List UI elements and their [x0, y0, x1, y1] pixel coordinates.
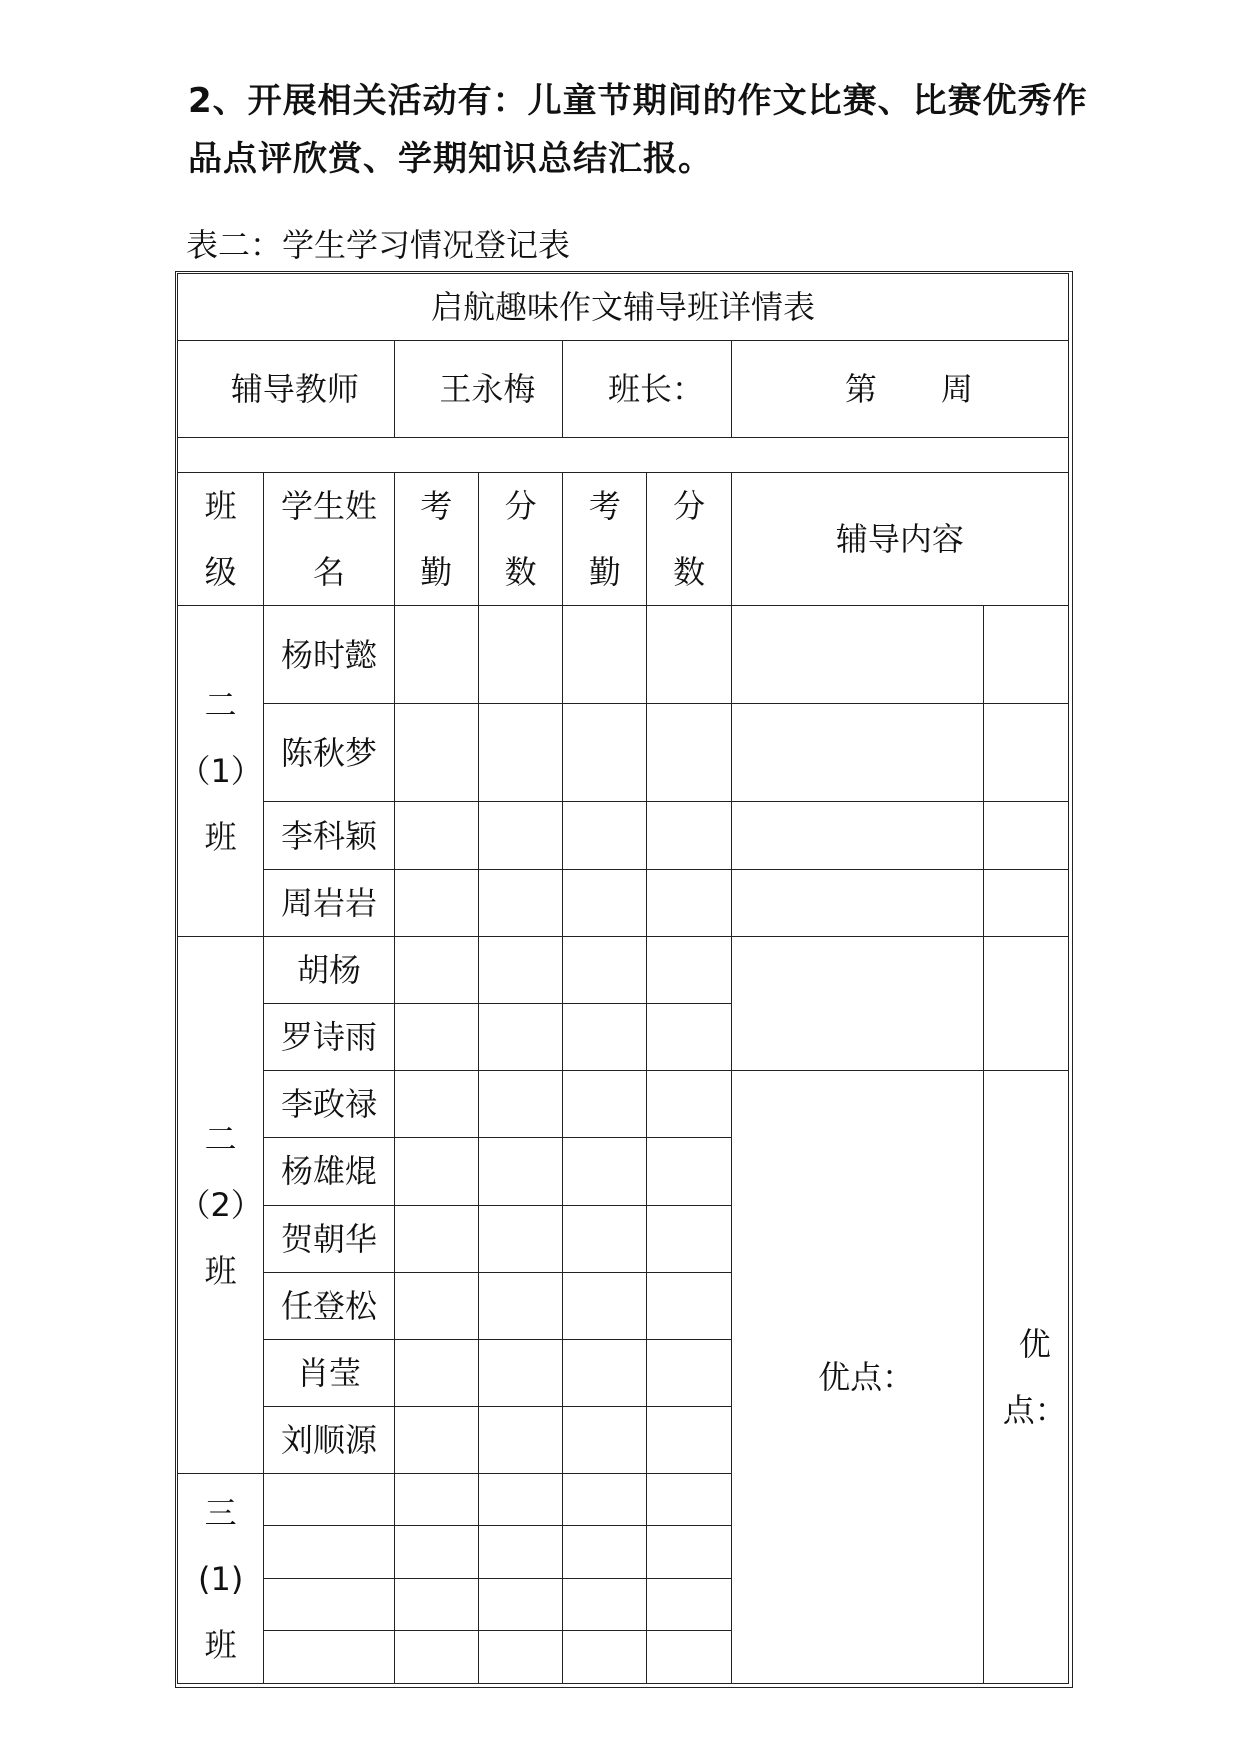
content-cell-left — [731, 869, 983, 936]
score-cell — [647, 1526, 731, 1578]
content-cell-left — [731, 605, 983, 703]
student-name: 胡杨 — [264, 936, 394, 1003]
merit-cell-right: 优点： — [983, 1071, 1068, 1684]
attendance-cell — [563, 936, 647, 1003]
content-cell-right — [983, 936, 1068, 1070]
attendance-cell — [394, 1004, 478, 1071]
score-cell — [647, 1630, 731, 1683]
score-cell — [647, 1578, 731, 1630]
attendance-cell — [394, 1630, 478, 1683]
attendance-cell — [563, 1205, 647, 1272]
content-cell-left — [731, 802, 983, 869]
student-name — [264, 1474, 394, 1526]
content-cell-left — [731, 936, 983, 1070]
score-cell — [478, 605, 562, 703]
intro-line-2: 品点评欣赏、学期知识总结汇报。 — [188, 139, 713, 179]
attendance-cell — [563, 704, 647, 802]
student-name: 任登松 — [264, 1272, 394, 1339]
student-name: 刘顺源 — [264, 1407, 394, 1474]
attendance-cell — [563, 1071, 647, 1138]
teacher-name: 王永梅 — [394, 341, 563, 438]
attendance-cell — [394, 1526, 478, 1578]
attendance-cell — [394, 1272, 478, 1339]
attendance-cell — [394, 869, 478, 936]
attendance-cell — [563, 1630, 647, 1683]
attendance-cell — [394, 936, 478, 1003]
attendance-cell — [563, 1407, 647, 1474]
score-cell — [647, 1407, 731, 1474]
student-register-table — [177, 273, 1069, 1684]
teacher-label: 辅导教师 — [178, 341, 395, 438]
score-cell — [478, 1205, 562, 1272]
student-name: 杨时懿 — [264, 605, 394, 703]
header-class: 班 级 — [178, 472, 264, 605]
student-name: 周岩岩 — [264, 869, 394, 936]
header-score-1: 分 数 — [478, 472, 562, 605]
content-cell-right — [983, 802, 1068, 869]
score-cell — [647, 869, 731, 936]
score-cell — [647, 1339, 731, 1406]
score-cell — [478, 1071, 562, 1138]
class-cell-3-1: 三 (1) 班 — [178, 1474, 264, 1684]
header-attendance-2: 考 勤 — [563, 472, 647, 605]
attendance-cell — [394, 605, 478, 703]
attendance-cell — [394, 1138, 478, 1205]
spacer-row — [178, 438, 1069, 472]
score-cell — [647, 1004, 731, 1071]
attendance-cell — [563, 605, 647, 703]
score-cell — [478, 1474, 562, 1526]
header-content: 辅导内容 — [731, 472, 1068, 605]
content-cell-right — [983, 605, 1068, 703]
score-cell — [647, 802, 731, 869]
student-name: 贺朝华 — [264, 1205, 394, 1272]
attendance-cell — [394, 1474, 478, 1526]
score-cell — [478, 1407, 562, 1474]
score-cell — [647, 704, 731, 802]
score-cell — [478, 1004, 562, 1071]
attendance-cell — [394, 802, 478, 869]
attendance-cell — [394, 704, 478, 802]
score-cell — [647, 1205, 731, 1272]
attendance-cell — [563, 1138, 647, 1205]
attendance-cell — [563, 869, 647, 936]
score-cell — [478, 1578, 562, 1630]
monitor-label: 班长： — [563, 341, 732, 438]
week-label: 第 周 — [731, 341, 1068, 438]
score-cell — [478, 1138, 562, 1205]
content-cell-left — [731, 704, 983, 802]
score-cell — [647, 936, 731, 1003]
score-cell — [478, 704, 562, 802]
score-cell — [478, 802, 562, 869]
attendance-cell — [394, 1205, 478, 1272]
score-cell — [647, 605, 731, 703]
score-cell — [647, 1474, 731, 1526]
score-cell — [478, 1272, 562, 1339]
table-caption: 表二：学生学习情况登记表 — [186, 226, 571, 264]
attendance-cell — [394, 1578, 478, 1630]
score-cell — [478, 1339, 562, 1406]
student-name — [264, 1578, 394, 1630]
score-cell — [478, 1630, 562, 1683]
attendance-cell — [394, 1071, 478, 1138]
table-title: 启航趣味作文辅导班详情表 — [178, 274, 1069, 341]
student-name: 陈秋梦 — [264, 704, 394, 802]
attendance-cell — [563, 1474, 647, 1526]
student-name: 李政禄 — [264, 1071, 394, 1138]
score-cell — [647, 1138, 731, 1205]
attendance-cell — [563, 1578, 647, 1630]
attendance-cell — [394, 1339, 478, 1406]
attendance-cell — [563, 1526, 647, 1578]
student-name: 肖莹 — [264, 1339, 394, 1406]
intro-line-1: 2、开展相关活动有：儿童节期间的作文比赛、比赛优秀作 — [188, 81, 1088, 121]
score-cell — [478, 1526, 562, 1578]
header-attendance-1: 考 勤 — [394, 472, 478, 605]
score-cell — [478, 936, 562, 1003]
attendance-cell — [563, 1004, 647, 1071]
content-cell-right — [983, 869, 1068, 936]
class-cell-2-1: 二 （1） 班 — [178, 605, 264, 936]
student-name: 李科颖 — [264, 802, 394, 869]
content-cell-right — [983, 704, 1068, 802]
student-name: 罗诗雨 — [264, 1004, 394, 1071]
merit-cell-left: 优点： — [731, 1071, 983, 1684]
header-score-2: 分 数 — [647, 472, 731, 605]
attendance-cell — [394, 1407, 478, 1474]
student-name — [264, 1526, 394, 1578]
header-student-name: 学生姓 名 — [264, 472, 394, 605]
attendance-cell — [563, 1339, 647, 1406]
student-name — [264, 1630, 394, 1683]
score-cell — [647, 1071, 731, 1138]
class-cell-2-2: 二 （2） 班 — [178, 936, 264, 1474]
attendance-cell — [563, 802, 647, 869]
attendance-cell — [563, 1272, 647, 1339]
score-cell — [478, 869, 562, 936]
student-name: 杨雄焜 — [264, 1138, 394, 1205]
score-cell — [647, 1272, 731, 1339]
